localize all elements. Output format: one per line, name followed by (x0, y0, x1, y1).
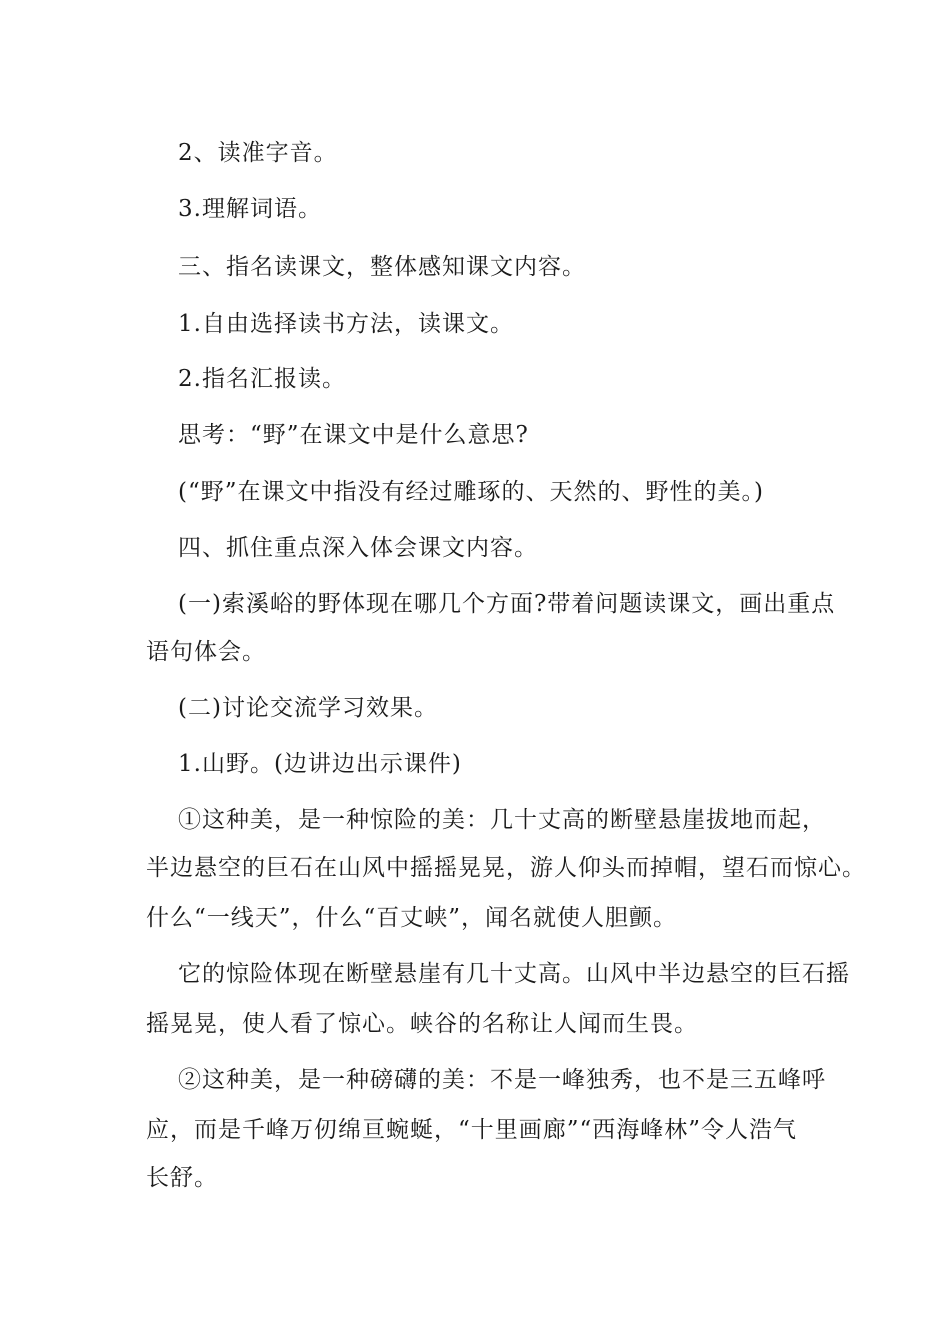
section-three-heading: 三、指名读课文，整体感知课文内容。 (178, 254, 586, 280)
subsection-two-heading: (二)讨论交流学习效果。 (178, 695, 438, 721)
paragraph-explanation-line2: 摇晃晃，使人看了惊心。峡谷的名称让人闻而生畏。 (146, 1011, 698, 1037)
paragraph-thrilling-line1: ①这种美，是一种惊险的美：几十丈高的断壁悬崖拔地而起， (178, 807, 826, 833)
section-four-heading: 四、抓住重点深入体会课文内容。 (178, 535, 538, 561)
question-meaning-of-ye: 思考：“野”在课文中是什么意思? (178, 422, 529, 448)
paragraph-majestic-line3: 长舒。 (146, 1165, 218, 1191)
subsection-one-line1: (一)索溪峪的野体现在哪几个方面?带着问题读课文，画出重点 (178, 591, 836, 617)
subsection-one-line2: 语句体会。 (146, 639, 266, 665)
step-report-reading: 2.指名汇报读。 (178, 366, 346, 392)
answer-meaning-of-ye: (“野”在课文中指没有经过雕琢的、天然的、野性的美。) (178, 479, 764, 505)
paragraph-thrilling-line2: 半边悬空的巨石在山风中摇摇晃晃，游人仰头而掉帽，望石而惊心。 (146, 855, 866, 881)
paragraph-majestic-line1: ②这种美，是一种磅礴的美：不是一峰独秀，也不是三五峰呼 (178, 1067, 826, 1093)
step-read-pronunciation: 2、读准字音。 (178, 140, 338, 166)
paragraph-thrilling-line3: 什么“一线天”，什么“百丈峡”，闻名就使人胆颤。 (146, 905, 678, 931)
step-understand-words: 3.理解词语。 (178, 196, 322, 222)
paragraph-explanation-line1: 它的惊险体现在断壁悬崖有几十丈高。山风中半边悬空的巨石摇 (178, 961, 850, 987)
paragraph-majestic-line2: 应，而是千峰万仞绵亘蜿蜒，“十里画廊”“西海峰林”令人浩气 (146, 1117, 798, 1143)
step-free-reading: 1.自由选择读书方法，读课文。 (178, 311, 514, 337)
point-mountain-wild: 1.山野。(边讲边出示课件) (178, 751, 462, 777)
